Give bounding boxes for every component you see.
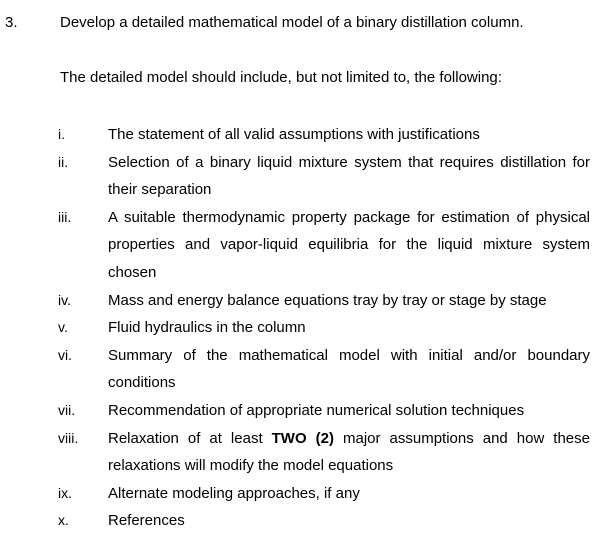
list-numeral: ix.: [58, 484, 72, 501]
list-numeral: v.: [58, 319, 68, 336]
list-item: [58, 149, 590, 204]
list-item-text: Alternate modeling approaches, if any: [108, 484, 360, 502]
question-number: 3.: [5, 14, 18, 31]
list-item-text: Recommendation of appropriate numerical solution techniques: [108, 401, 525, 419]
list-item: [58, 121, 590, 149]
list-numeral: x.: [58, 512, 69, 529]
list-numeral: viii.: [58, 429, 79, 446]
list-numeral: iv.: [58, 291, 71, 308]
intro-text: The detailed model should include, but not limited to, the following:: [60, 69, 502, 86]
list-item-text: A suitable thermodynamic property package for estimation of physical properties and vapor-liquid equilibria for the liquid mixture system chosen: [108, 208, 590, 281]
list-item: [58, 507, 590, 535]
requirements-list: [58, 121, 590, 535]
list-item-text: Mass and energy balance equations tray by tray or stage by stage: [108, 291, 547, 309]
text-segment: major assumptions and how these relaxations will modify the model equations: [108, 429, 590, 475]
list-numeral: ii.: [58, 153, 69, 170]
list-item-text: Summary of the mathematical model with initial and/or boundary conditions: [108, 346, 590, 392]
list-item-text: The statement of all valid assumptions with justifications: [108, 126, 480, 143]
list-item: [58, 425, 590, 480]
list-item-text: References: [108, 512, 185, 530]
list-item: [58, 480, 590, 508]
list-numeral: vi.: [58, 346, 72, 363]
text-segment: Relaxation of at least: [108, 429, 272, 447]
list-item-text: Selection of a binary liquid mixture system that requires distillation for their separation: [108, 153, 590, 199]
list-item-text: [108, 425, 590, 480]
list-numeral: iii.: [58, 208, 72, 225]
list-item-text: Fluid hydraulics in the column: [108, 319, 306, 337]
list-numeral: vii.: [58, 401, 76, 418]
list-item: [58, 314, 590, 342]
question-title: Develop a detailed mathematical model of a binary distillation column.: [60, 14, 524, 31]
list-item: [58, 397, 590, 425]
list-item: [58, 204, 590, 287]
list-numeral: i.: [58, 126, 65, 142]
emphasis-text: TWO (2): [271, 429, 334, 447]
list-item: [58, 287, 590, 315]
list-item: [58, 342, 590, 397]
